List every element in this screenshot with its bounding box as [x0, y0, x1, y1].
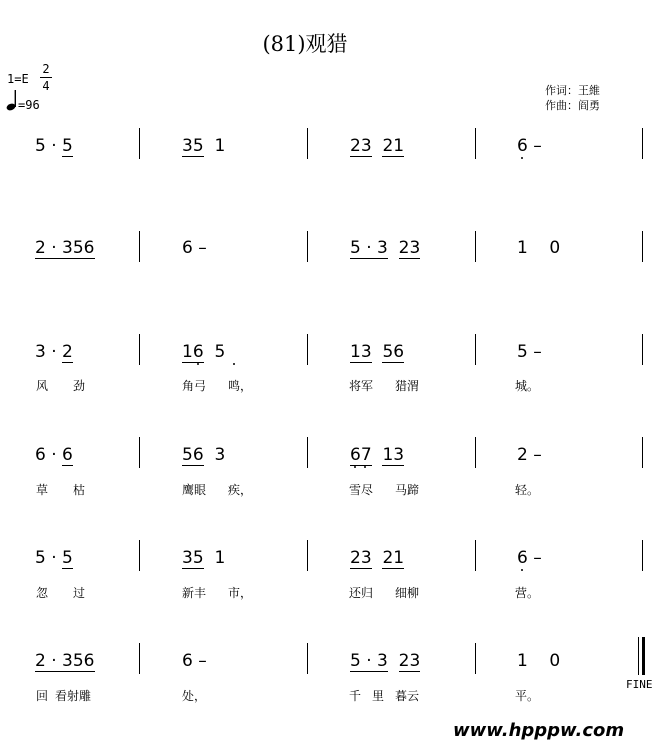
bar-line	[475, 334, 476, 365]
tempo-marking: =96	[18, 98, 40, 112]
measure-13-notes: 6 · 6	[35, 445, 73, 465]
bar-line	[642, 128, 643, 159]
bar-line	[307, 643, 308, 674]
lyric: 猎渭	[395, 379, 420, 393]
measure-10-notes: 16 5	[182, 342, 226, 362]
lyric: 还归	[349, 586, 374, 600]
time-signature	[40, 62, 52, 93]
measure-15-notes: 67 13	[350, 445, 405, 465]
lyric: 鹰眼	[182, 483, 207, 497]
measure-17-notes: 5 · 5	[35, 548, 73, 568]
bar-line	[139, 334, 140, 365]
lyric: 鸣，	[228, 379, 253, 393]
bar-line	[307, 437, 308, 468]
lyric: 里	[372, 689, 385, 703]
page-title: (81)观猎	[262, 32, 348, 56]
lyric: 枯	[73, 483, 86, 497]
composer-credit: 作曲：阎勇	[545, 99, 600, 112]
bar-line	[475, 128, 476, 159]
bar-line	[307, 128, 308, 159]
lyric: 营。	[515, 586, 540, 600]
lyricist-credit: 作词：王維	[545, 84, 600, 97]
lyric: 马蹄	[395, 483, 420, 497]
bar-line	[642, 334, 643, 365]
fine-marking: FINE	[626, 678, 653, 691]
final-bar-line-thin	[638, 637, 639, 675]
bar-line	[139, 643, 140, 674]
measure-21-notes: 2 · 356	[35, 651, 95, 671]
measure-22-notes: 6 –	[182, 651, 207, 671]
measure-6-notes: 6 –	[182, 238, 207, 258]
bar-line	[475, 540, 476, 571]
measure-19-notes: 23 21	[350, 548, 405, 568]
bar-line	[475, 437, 476, 468]
lyric: 雪尽	[349, 483, 374, 497]
bar-line	[475, 231, 476, 262]
final-bar-line-thick	[642, 637, 645, 675]
time-signature-top: 2	[42, 62, 50, 76]
measure-11-notes: 13 56	[350, 342, 405, 362]
lyric: 劲	[73, 379, 86, 393]
bar-line	[139, 231, 140, 262]
lyric: 细柳	[395, 586, 420, 600]
measure-9-notes: 3 · 2	[35, 342, 73, 362]
lyric: 新丰	[182, 586, 207, 600]
measure-7-notes: 5 · 3 23	[350, 238, 421, 258]
watermark: www.hpppw.com	[453, 720, 625, 741]
bar-line	[642, 540, 643, 571]
lyric: 过	[73, 586, 86, 600]
low-octave-dot	[233, 363, 235, 365]
measure-18-notes: 35 1	[182, 548, 226, 568]
bar-line	[139, 437, 140, 468]
lyric: 草	[36, 483, 49, 497]
key-signature: 1=E	[7, 72, 29, 86]
low-octave-dot	[521, 157, 523, 159]
low-octave-dot	[364, 466, 366, 468]
measure-14-notes: 56 3	[182, 445, 226, 465]
lyric: 将军	[349, 379, 374, 393]
bar-line	[475, 643, 476, 674]
measure-4-notes: 6 –	[517, 136, 542, 156]
bar-line	[307, 540, 308, 571]
low-octave-dot	[354, 466, 356, 468]
measure-3-notes: 23 21	[350, 136, 405, 156]
low-octave-dot	[197, 363, 199, 365]
measure-5-notes: 2 · 356	[35, 238, 95, 258]
bar-line	[139, 128, 140, 159]
time-signature-bottom: 4	[42, 79, 50, 93]
bar-line	[307, 334, 308, 365]
bar-line	[139, 540, 140, 571]
measure-8-notes: 1 0	[517, 238, 561, 258]
lyric: 处，	[182, 689, 207, 703]
bar-line	[642, 231, 643, 262]
measure-1-notes: 5 · 5	[35, 136, 73, 156]
lyric: 看射雕	[55, 689, 92, 703]
lyric: 市，	[228, 586, 253, 600]
measure-20-notes: 6 –	[517, 548, 542, 568]
lyric: 角弓	[182, 379, 207, 393]
low-octave-dot	[521, 569, 523, 571]
lyric: 暮云	[395, 689, 420, 703]
measure-2-notes: 35 1	[182, 136, 226, 156]
measure-16-notes: 2 –	[517, 445, 542, 465]
lyric: 回	[36, 689, 49, 703]
measure-12-notes: 5 –	[517, 342, 542, 362]
lyric: 忽	[36, 586, 49, 600]
lyric: 疾，	[228, 483, 253, 497]
lyric: 千	[349, 689, 362, 703]
measure-24-notes: 1 0	[517, 651, 561, 671]
lyric: 城。	[515, 379, 540, 393]
lyric: 平。	[515, 689, 540, 703]
lyric: 风	[36, 379, 49, 393]
lyric: 轻。	[515, 483, 540, 497]
measure-23-notes: 5 · 3 23	[350, 651, 421, 671]
bar-line	[642, 437, 643, 468]
bar-line	[307, 231, 308, 262]
